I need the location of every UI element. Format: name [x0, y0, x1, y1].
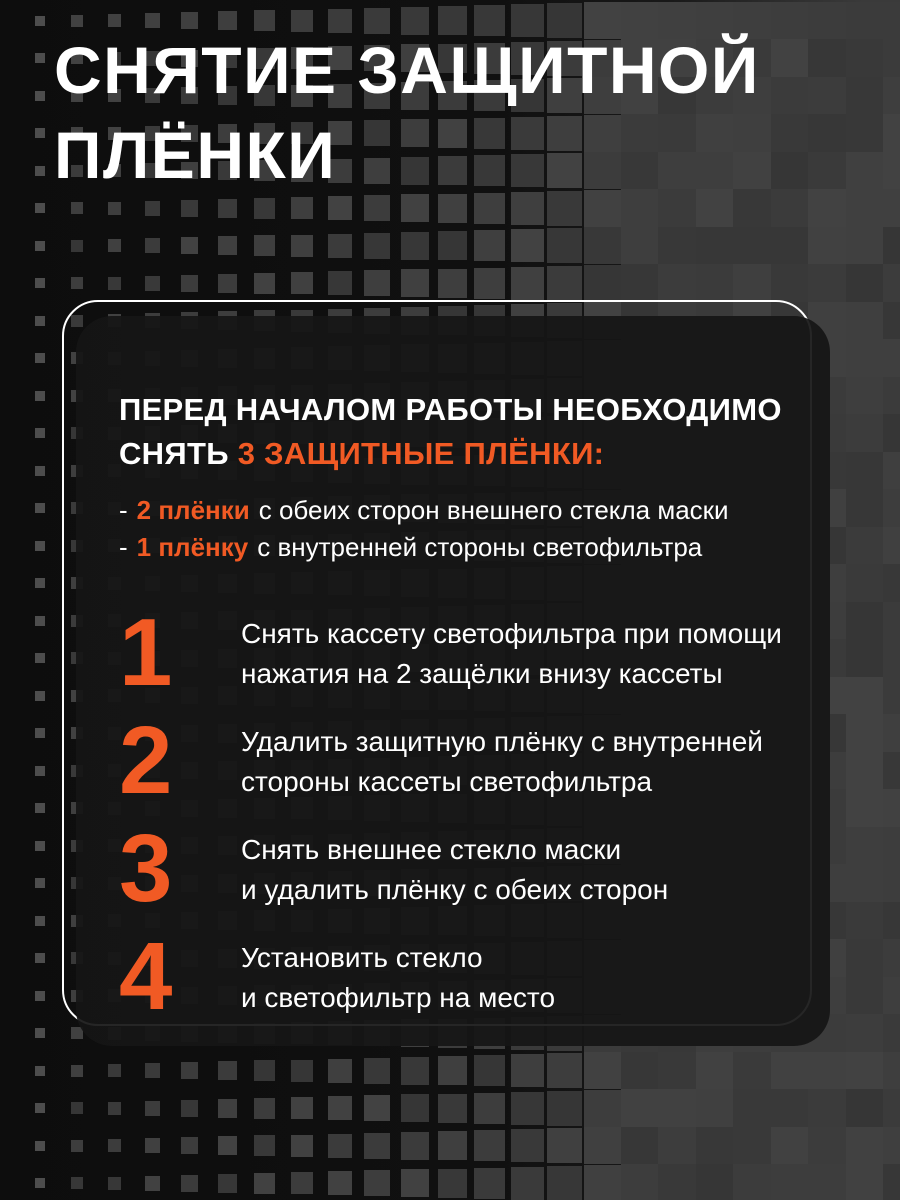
step-text [241, 936, 790, 1018]
step-text-line-1: Установить стекло [241, 942, 483, 973]
step-text-line-1: Удалить защитную плёнку с внутренней [241, 726, 763, 757]
step-text-line-2: стороны кассеты светофильтра [241, 766, 653, 797]
step-text-line-1: Снять внешнее стекло маски [241, 834, 622, 865]
film-bullet-list [119, 492, 790, 566]
step-text [241, 828, 790, 910]
bullet-text: с обеих сторон внешнего стекла маски [258, 495, 729, 525]
bullet-highlight: 1 плёнку [136, 532, 249, 562]
intro-line-2-accent: 3 ЗАЩИТНЫЕ ПЛЁНКИ: [237, 436, 605, 471]
page-title-line-2: ПЛЁНКИ [54, 118, 337, 192]
steps-list [119, 599, 790, 1030]
intro-line-2 [119, 432, 790, 476]
bullet-dash: - [119, 532, 128, 562]
step-number: 4 [119, 923, 173, 1030]
step-number: 1 [119, 599, 173, 706]
intro-line-1: ПЕРЕД НАЧАЛОМ РАБОТЫ НЕОБХОДИМО [119, 392, 782, 427]
bullet-text: с внутренней стороны светофильтра [257, 532, 703, 562]
bullet-item [119, 529, 790, 566]
step-number: 2 [119, 707, 173, 814]
step-text-line-1: Снять кассету светофильтра при помощи [241, 618, 782, 649]
step-text [241, 720, 790, 802]
step-number: 3 [119, 815, 173, 922]
bullet-dash: - [119, 495, 128, 525]
bullet-item [119, 492, 790, 529]
instruction-card [76, 316, 830, 1046]
intro-line-2-white: СНЯТЬ [119, 436, 229, 471]
page-title-line-1: СНЯТИЕ ЗАЩИТНОЙ [54, 33, 760, 107]
step-text-line-2: и удалить плёнку с обеих сторон [241, 874, 669, 905]
bullet-highlight: 2 плёнки [136, 495, 250, 525]
step-text-line-2: и светофильтр на место [241, 982, 556, 1013]
step-text-line-2: нажатия на 2 защёлки внизу кассеты [241, 658, 723, 689]
intro-heading [119, 388, 790, 476]
page-title [54, 28, 760, 198]
step-text [241, 612, 790, 694]
